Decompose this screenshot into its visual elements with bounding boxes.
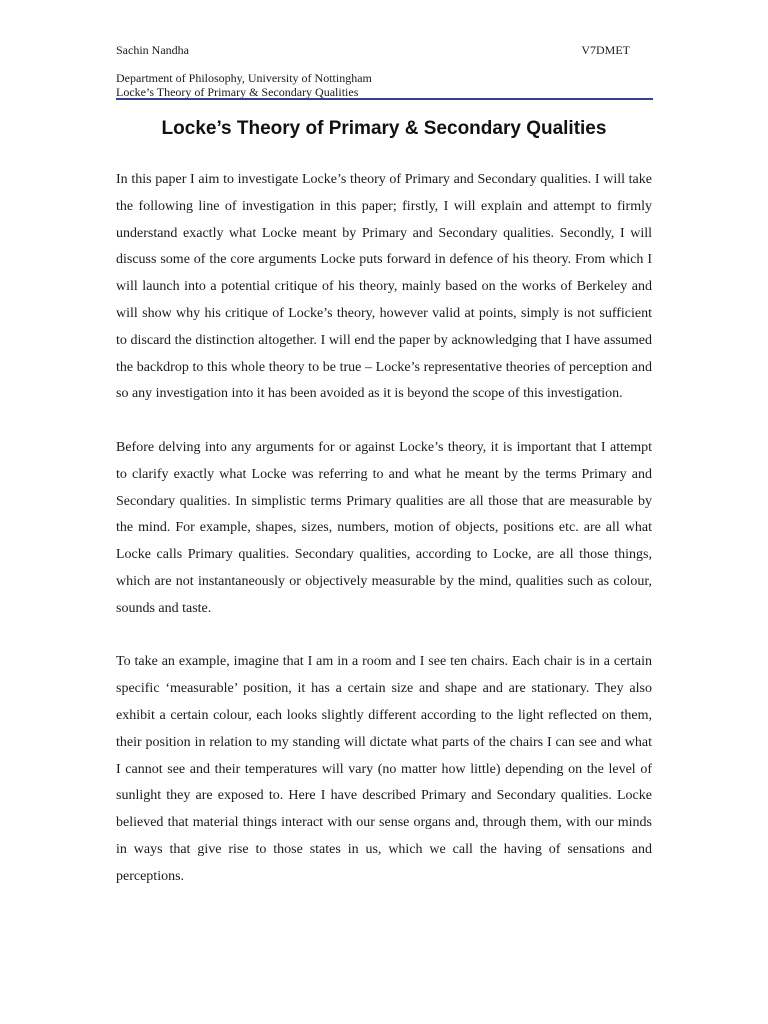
- header-divider: [116, 98, 653, 100]
- header-subtitle: [116, 71, 372, 99]
- paper-body: [116, 167, 652, 917]
- paragraph-1: In this paper I aim to investigate Locke’s theory of Primary and Secondary qualities. I will take the following line of investigation in this paper; firstly, I will explain and attempt to firmly understand exactly what Locke meant by Primary and Secondary qualities. Secondly, I will discuss some of the core arguments Locke puts forward in defence of his theory. From which I will launch into a potential critique of his theory, mainly based on the works of Berkeley and will show why his critique of Locke’s theory, however valid at points, simply is not sufficient to discard the distinction altogether. I will end the paper by acknowledging that I have assumed the backdrop to this whole theory to be true – Locke’s representative theories of perception and so any investigation into it has been avoided as it is beyond the scope of this investigation.: [116, 172, 652, 402]
- paragraph-2: Before delving into any arguments for or against Locke’s theory, it is important that I attempt to clarify exactly what Locke was referring to and what he meant by the terms Primary and Secondary qualities. In simplistic terms Primary qualities are all those that are measurable by the mind. For example, shapes, sizes, numbers, motion of objects, positions etc. are all what Locke calls Primary qualities. Secondary qualities, according to Locke, are all those things, which are not instantaneously or objectively measurable by the mind, qualities such as colour, sounds and taste.: [116, 439, 652, 616]
- paper-title: Locke’s Theory of Primary & Secondary Qualities: [161, 118, 607, 139]
- department-line: Department of Philosophy, University of Nottingham: [116, 71, 372, 85]
- paragraph-3: To take an example, imagine that I am in a room and I see ten chairs. Each chair is in a certain specific ‘measurable’ position, it has a certain size and shape and are stationary. They also exhibit a certain colour, each looks slightly different according to the light reflected on them, their position in relation to my standing will dictate what parts of the chairs I can see and what I cannot see and their temperatures will vary (no matter how little) depending on the level of sunlight they are exposed to. Here I have described Primary and Secondary qualities. Locke believed that material things interact with our sense organs and, through them, with our minds in ways that give rise to those states in us, which we call the having of sensations and perceptions.: [116, 654, 652, 884]
- student-code: V7DMET: [581, 43, 630, 57]
- running-header: [116, 42, 630, 58]
- author-name: Sachin Nandha: [116, 43, 189, 57]
- header-short-title: Locke’s Theory of Primary & Secondary Qualities: [116, 85, 359, 99]
